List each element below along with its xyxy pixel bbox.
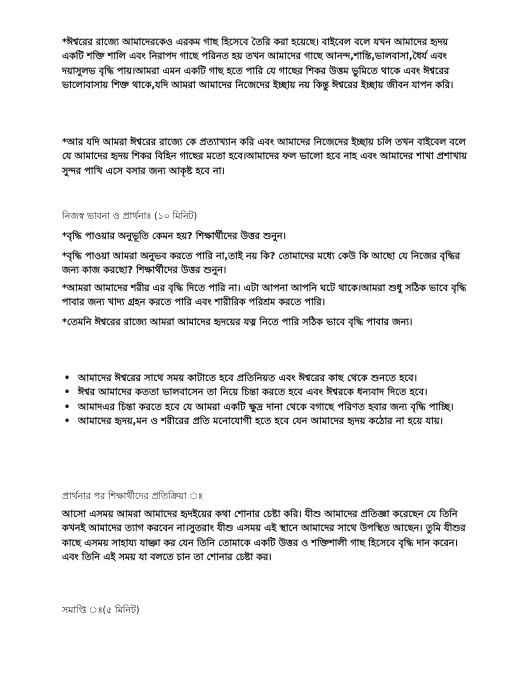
paragraph-prayer: আসো এসময় আমরা আমাদের হৃদইয়ের কথা শোনার চেষ্টা করি। যীশু আমাদের প্রতিজ্ঞা করেছেন যে তিনি কখনই আমাদের ত্যাগ করবেন না।সুতরাং যীশু এসময় এই স্থানে আমাদের সাথে উপস্থিত আছেন। তুমি যীশুর কাছে এসময় সাহায্য যাচ্ঞা কর যেন তিনি তোমাকে একটি উত্তর ও শক্তিশালী গাছ হিসেবে বৃদ্ধি দান করেন।এবং তিনি এই সময় যা বলতে চান তা শোনার চেষ্টা কর।	[62, 509, 466, 564]
list-item: • ঈশ্বর আমাদের কততা ভালবাসেন তা নিয়ে চিন্তা করতে হবে এবং ঈশ্বরকে ধন্যবাদ দিতে হবে।	[62, 386, 472, 400]
section-heading-reflection: নিজস্ব ভাবনা ও প্রার্থনাঃ (১০ মিনিট)	[62, 211, 198, 222]
list-item: • আমাদএর চিন্তা করতে হবে যে আমরা একটি ক্ষুদ্র দানা থেকে বগাছে পরিণত হবার জন্য বৃদ্ধি পাচ্ছি।	[62, 401, 472, 415]
list-item: • আমাদের হৃদয়,মন ও শরীরের প্রতি মনোযোগী হতে হবে যেন আমাদের হৃদয় কঠোর না হয়ে যায়।	[62, 415, 472, 429]
question-feel-growth: *বৃদ্ধি পাওয়া আমরা অনুভব করতে পারি না,তাই নয় কি? তোমাদের মধ্যে কেউ কি আছো যে নিজের বৃদ্ধির জন্য কাজ করছো? শিক্ষার্থীদের উত্তর শুনুন।	[62, 251, 461, 277]
paragraph-heart-care: *তেমনি ঈশ্বরের রাজ্যে আমরা আমাদের হৃদয়ের যত্ন নিতে পারি সঠিক ভাবে বৃদ্ধি পাবার জন্য।	[62, 317, 413, 328]
paragraph-body-growth: *আমরা আমাদের শরীর এর বৃদ্ধি দিতে পারি না। এটা আপনা আপনি ঘটে থাকে।আমরা শুধু সঠিক ভাবে বৃদ্ধি পাবার জন্য খাদ্য গ্রহন করতে পারি এবং শারীরিক পরিশ্রম করতে পারি।	[62, 283, 467, 309]
bullet-list	[62, 372, 472, 430]
question-growth-feeling: *বৃদ্ধি পাওয়ার অনুভূতি কেমন হয়? শিক্ষার্থীদের উত্তর শুনুন।	[62, 231, 286, 242]
paragraph-rejecting-kingdom: *আর যদি আমরা ঈশ্বরের রাজ্যে কে প্রত্যাখ্যান করি এবং আমাদের নিজেদের ইচ্ছায় চলি তখন বাইবেল বলে যে আমাদের হৃদয় শিকর বিহিন গাছের মতো হবে।আমাদের ফল ভালো হবে নাহ এবং আমাদের শাখা প্রশাখায় সুন্দর পাখি এসে বসার জন্য আকৃষ্ট হবে না।	[62, 137, 467, 177]
section-heading-closing: সমাপ্তি ঃ(৫ মিনিট)	[62, 605, 140, 616]
section-heading-response: প্রার্থনার পর শিক্ষার্থীদের প্রতিক্রিয়া ঃ	[62, 491, 203, 502]
list-item: • আমাদের ঈশ্বরের সাথে সময় কাটাতে হবে প্রতিনিয়ত এবং ঈশ্বরের কাছ থেকে শুনতে হবে।	[62, 372, 472, 386]
paragraph-trees-in-kingdom: *ঈশ্বরের রাজ্যে আমাদেরকেও এরকম গাছ হিসেবে তৈরি করা হয়েছে। বাইবেল বলে যখন আমাদের হৃদয় একটি শক্তি শালি এবং নিরাপদ গাছে পরিনত হয় তখন আমাদের গাছে আনন্দ,শান্তি,ভালবাসা,ধৈর্য এবং দয়াসুলভ বৃদ্ধি পায়।আমরা এমন একটি গাছ হতে পারি যে গাছের শিকর উত্তম ভুমিতে থাকে এবং ঈশ্বরের ভালোবাসায় শিক্ত থাকে,যদি আমরা আমাদের নিজেদের ইচ্ছায় নয় কিন্তু ঈশ্বরের ইচ্ছায় জীবন যাপন করি।	[62, 37, 454, 92]
